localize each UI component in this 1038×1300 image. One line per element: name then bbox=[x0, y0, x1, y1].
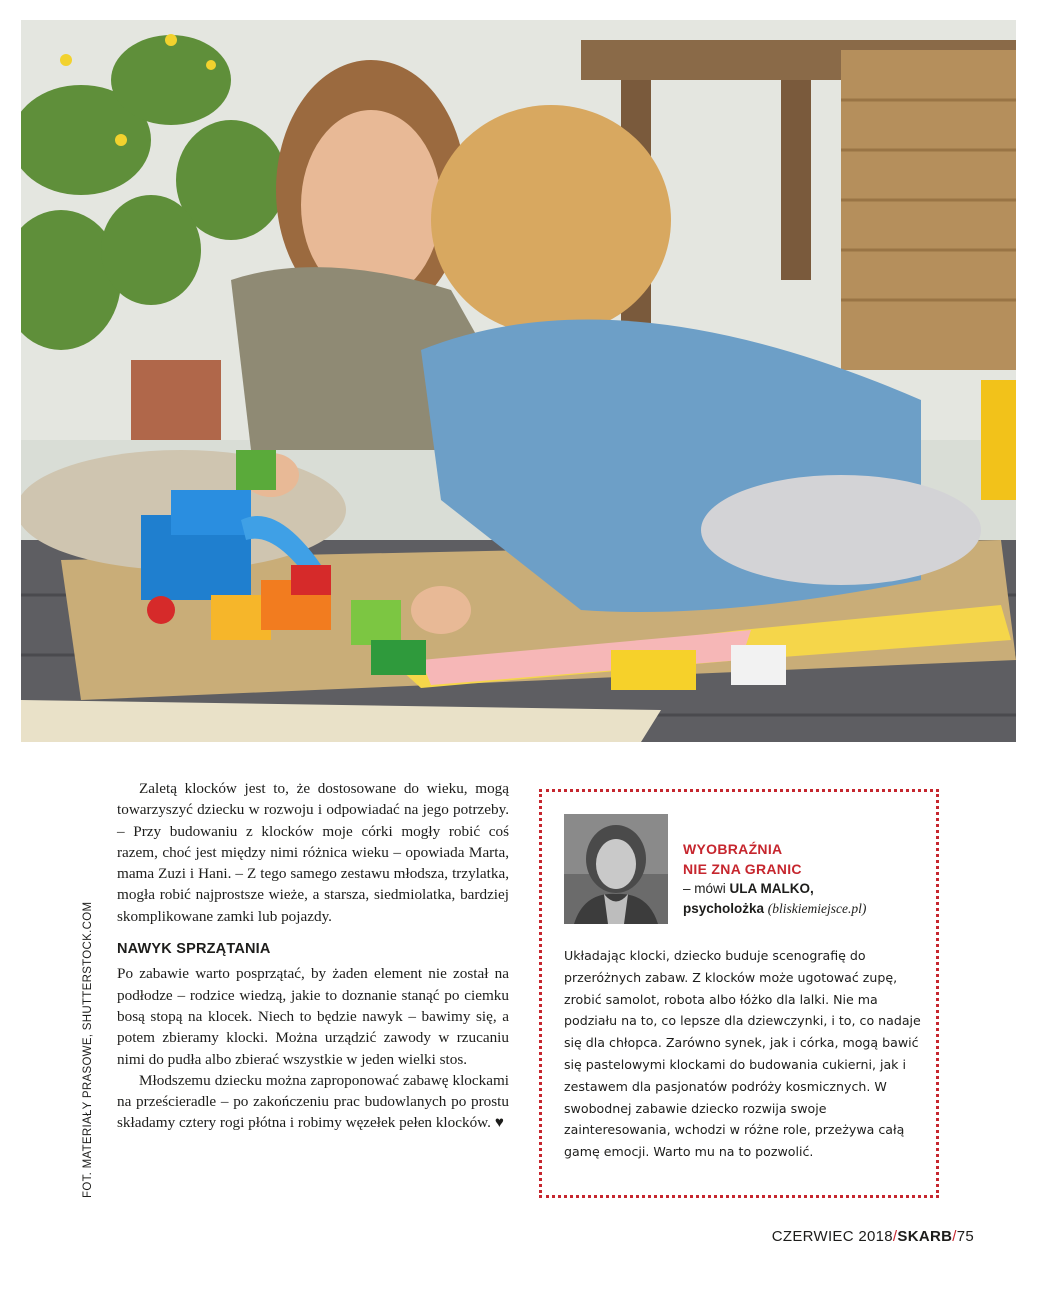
expert-source: (bliskiemiejsce.pl) bbox=[767, 901, 867, 916]
sidebar-title-line-2: NIE ZNA GRANIC bbox=[683, 861, 802, 877]
footer-separator: / bbox=[952, 1228, 957, 1245]
sidebar-body bbox=[564, 945, 924, 1163]
article-paragraph: Młodszemu dziecku można zaproponować zabawę klockami na prześcieradle – po zakończeniu prac budowlanych po prostu składamy cztery rogi płótna i robimy węzełek pełen klocków. ♥ bbox=[117, 1071, 509, 1132]
section-heading: NAWYK SPRZĄTANIA bbox=[117, 941, 271, 958]
expert-role: psycholożka bbox=[683, 901, 765, 916]
sidebar-paragraph: Układając klocki, dziecko buduje scenografię do przeróżnych zabaw. Z klocków może ugotować zupę, zrobić samolot, robota albo łóżko dla lalki. Nie ma podziału na to, co lepsze dla dziewczynki, i to, co nadaje się dla chłopca. Zarówno synek, jak i córka, mogą bawić się pastelowymi klockami do budowania cukierni, jak i zestawem dla pasjonatów podróży kosmicznych. W swobodnej zabawie dziecko rozwija swoje zainteresowania, wchodzi w różne role, przeżywa całą gamę emocji. Warto mu na to pozwolić. bbox=[564, 948, 921, 1160]
article-paragraph: Zaletą klocków jest to, że dostosowane do wieku, mogą towarzyszyć dziecku w rozwoju i odpowiadać na jego potrzeby. – Przy budowaniu z klocków moje córki mogły robić coś razem, choć jest między nimi różnica wieku – opowiada Marta, mama Zuzi i Hani. – Z tego samego zestawu młodsza, trzylatka, mogła robić najprostsze wieże, a starsza, siedmiolatka, bardziej skomplikowane zamki lub pojazdy. bbox=[117, 780, 509, 925]
photo-credit: FOT. MATERIAŁY PRASOWE, SHUTTERSTOCK.COM bbox=[82, 901, 94, 1198]
says-text: – mówi bbox=[683, 881, 726, 896]
hero-photo bbox=[21, 20, 1016, 742]
sidebar-title-line-1: WYOBRAŹNIA bbox=[683, 841, 783, 857]
expert-name: ULA MALKO, bbox=[729, 881, 814, 896]
magazine-name: SKARB bbox=[897, 1228, 953, 1245]
article-body bbox=[117, 778, 509, 1134]
page-number: 75 bbox=[956, 1228, 974, 1245]
expert-sidebar bbox=[539, 789, 939, 1198]
article-paragraph: Po zabawie warto posprzątać, by żaden element nie został na podłodze – rodzice wiedzą, jakie to doznanie stanąć po ciemku bosą stopą na klocek. Niech to będzie nawyk – bawimy się, a potem zbieramy klocki. Można urządzić zawody w rzucaniu nimi do pudła albo zbierać wszystkie w jeden wielki stos. bbox=[117, 965, 509, 1068]
expert-role-line bbox=[683, 899, 923, 919]
expert-name-line bbox=[683, 879, 923, 899]
issue-date: CZERWIEC 2018 bbox=[771, 1228, 893, 1245]
page-footer bbox=[772, 1228, 974, 1245]
sidebar-header bbox=[683, 839, 923, 919]
footer-separator: / bbox=[892, 1228, 898, 1245]
expert-portrait bbox=[564, 814, 668, 924]
